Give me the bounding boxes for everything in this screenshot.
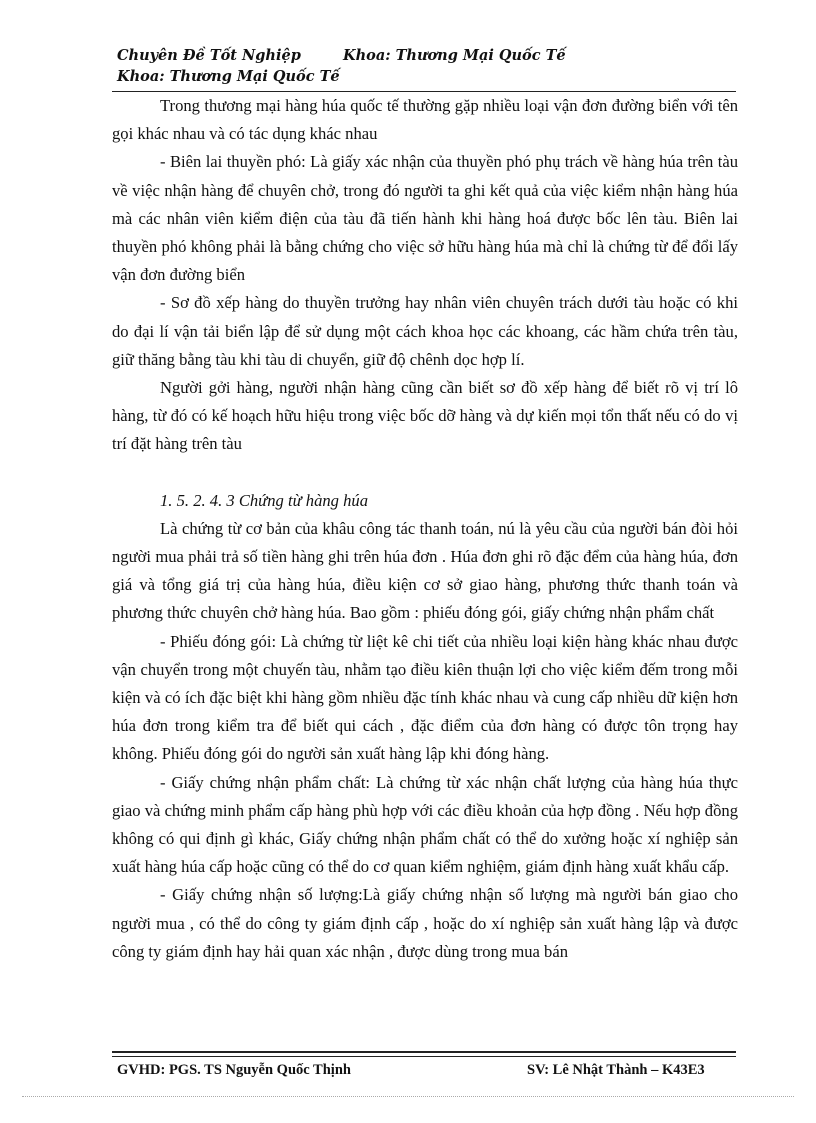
document-body — [112, 92, 738, 966]
page-header-line-1 — [117, 47, 757, 64]
paragraph: - Phiếu đóng gói: Là chứng từ liệt kê chi tiết của nhiều loại kiện hàng khác nhau được vận chuyển trong một chuyến tàu, nhằm tạo điều kiên thuận lợi cho việc kiểm đếm trong mỗi kiện và có ích đặc biệt khi hàng gồm nhiều đặc tính khác nhau và cung cấp nhiều dữ kiện hơn húa đơn trong kiểm tra để biết qui cách , đặc điểm của đơn hàng có được tôn trọng hay không. Phiếu đóng gói do người sản xuất hàng lập khi đóng hàng. — [112, 631, 738, 764]
page-bottom-dotted-line — [22, 1096, 794, 1097]
paragraph: - Giấy chứng nhận phẩm chất: Là chứng từ xác nhận chất lượng của hàng húa thực giao và chứng minh phẩm cấp hàng phù hợp với các điều khoản của hợp đồng . Nếu hợp đồng không có qui định gì khác, Giấy chứng nhận phẩm chất có thể do xưởng hoặc xí nghiệp sản xuất hàng húa cấp hoặc cũng có thể do cơ quan kiểm nghiệm, giám định hàng xuất khẩu cấp. — [112, 772, 738, 877]
footer-divider-thin — [112, 1056, 736, 1057]
footer-advisor: GVHD: PGS. TS Nguyễn Quốc Thịnh — [117, 1062, 351, 1078]
header-faculty: Khoa: Thương Mại Quốc Tế — [343, 47, 566, 64]
paragraph: - Sơ đồ xếp hàng do thuyền trưởng hay nhân viên chuyên trách dưới tàu hoặc có khi do đại lí vận tải biển lập để sử dụng một cách khoa học các khoang, các hầm chứa trên tàu, giữ thăng bằng tàu khi tàu di chuyển, giữ độ chênh dọc hợp lí. — [112, 293, 738, 369]
section-heading: 1. 5. 2. 4. 3 Chứng từ hàng húa — [160, 490, 369, 510]
header-title: Chuyên Đề Tốt Nghiệp — [117, 47, 301, 64]
paragraph: Là chứng từ cơ bản của khâu công tác thanh toán, nú là yêu cầu của người bán đòi hỏi người mua phải trả số tiền hàng ghi trên húa đơn . Húa đơn ghi rõ đặc đểm của hàng húa, đơn giá và tổng giá trị của hàng húa, điều kiện cơ sở giao hàng, phương thức thanh toán và phương thức chuyên chở hàng húa. Bao gồm : phiếu đóng gói, giấy chứng nhận phẩm chất — [112, 518, 738, 623]
paragraph: Trong thương mại hàng húa quốc tế thường gặp nhiều loại vận đơn đường biển với tên gọi khác nhau và có tác dụng khác nhau — [112, 96, 738, 144]
footer-student: SV: Lê Nhật Thành – K43E3 — [527, 1062, 705, 1078]
paragraph: Người gởi hàng, người nhận hàng cũng cần biết sơ đồ xếp hàng để biết rõ vị trí lô hàng, từ đó có kế hoạch hữu hiệu trong việc bốc dỡ hàng và dự kiến mọi tổn thất nếu có do vị trí đặt hàng trên tàu — [112, 378, 738, 454]
paragraph: - Giấy chứng nhận số lượng:Là giấy chứng nhận số lượng mà người bán giao cho người mua , có thể do công ty giám định cấp , hoặc do xí nghiệp sản xuất hàng lập và được công ty giám định hay hải quan xác nhận , được dùng trong mua bán — [112, 885, 738, 961]
page-header-line-2 — [117, 68, 757, 85]
paragraph: - Biên lai thuyền phó: Là giấy xác nhận của thuyền phó phụ trách về hàng húa trên tàu về việc nhận hàng để chuyên chở, trong đó người ta ghi kết quả của việc kiểm nhận hàng húa mà các nhân viên kiểm điện của tàu đã tiến hành khi hàng hoá được bốc lên tàu. Biên lai thuyền phó không phải là bằng chứng cho việc sở hữu hàng húa mà chỉ là chứng từ để đổi lấy vận đơn đường biển — [112, 152, 738, 285]
blank-line — [112, 459, 738, 487]
footer-divider-thick — [112, 1051, 736, 1053]
header-faculty-repeat: Khoa: Thương Mại Quốc Tế — [117, 68, 340, 85]
